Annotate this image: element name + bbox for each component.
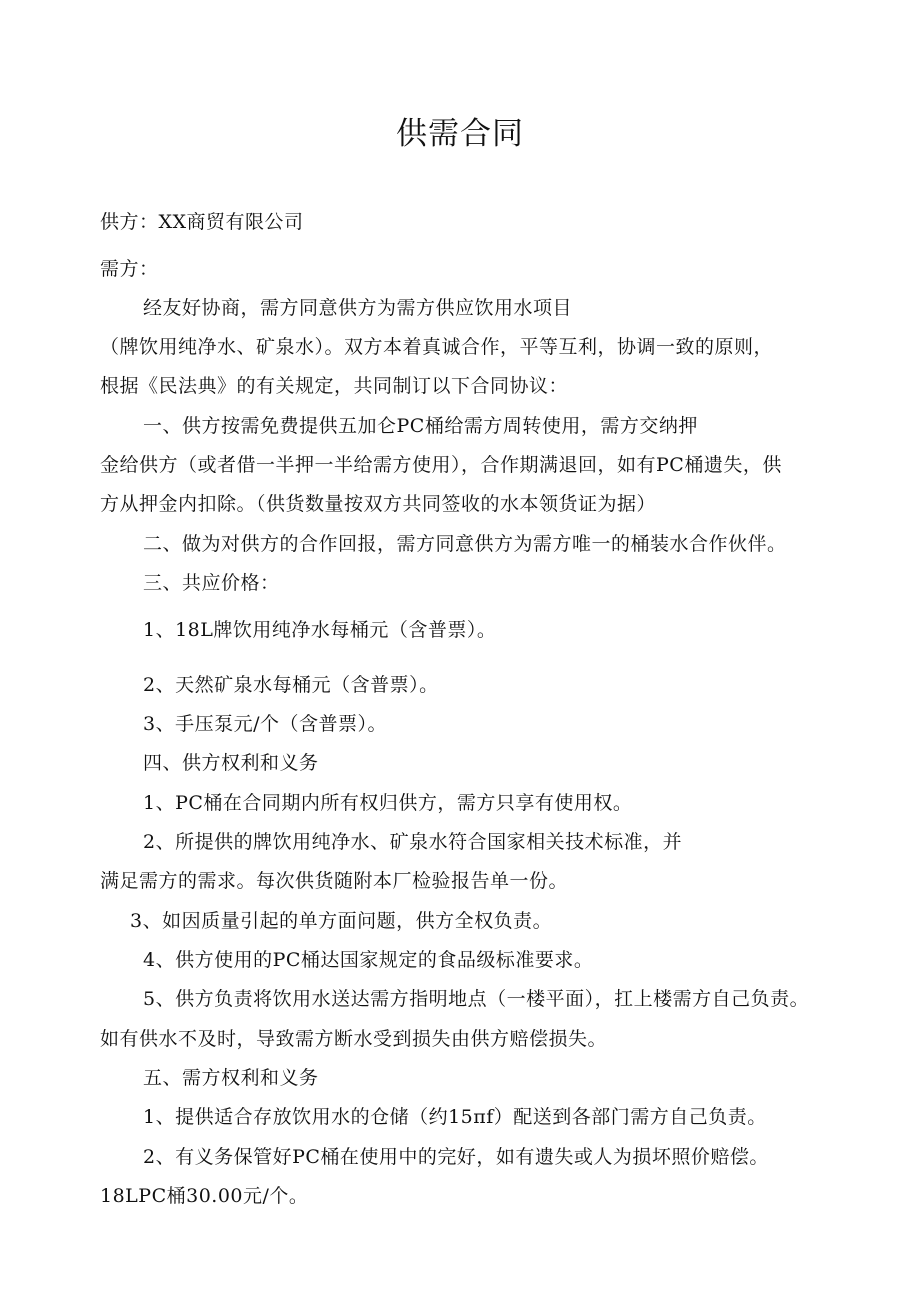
article5-item-2-line-1: 2、有义务保管好PC桶在使用中的完好，如有遗失或人为损坏照价赔偿。 xyxy=(143,1146,769,1168)
article4-item-3: 3、如因质量引起的单方面问题，供方全权负责。 xyxy=(130,910,553,932)
article4-item-1: 1、PC桶在合同期内所有权归供方，需方只享有使用权。 xyxy=(143,792,633,814)
intro-line-2: （牌饮用纯净水、矿泉水）。双方本着真诚合作，平等互利，协调一致的原则， xyxy=(100,336,774,358)
article1-line-3: 方从押金内扣除。（供货数量按双方共同签收的水本领货证为据） xyxy=(100,493,657,515)
article4-item-2-line-1: 2、所提供的牌饮用纯净水、矿泉水符合国家相关技术标准，并 xyxy=(143,831,683,853)
article1-line-2: 金给供方（或者借一半押一半给需方使用），合作期满退回，如有PC桶遗失，供 xyxy=(100,454,782,476)
supplier-line: 供方：XX商贸有限公司 xyxy=(100,211,304,233)
article4-item-5-line-1: 5、供方负责将饮用水送达需方指明地点（一楼平面），扛上楼需方自己负责。 xyxy=(143,988,810,1010)
article3-item-2: 2、天然矿泉水每桶元（含普票）。 xyxy=(143,674,439,696)
article5-item-2-line-2: 18LPC桶30.00元/个。 xyxy=(100,1185,309,1207)
article5-heading: 五、需方权利和义务 xyxy=(143,1067,319,1089)
article4-item-2-line-2: 满足需方的需求。每次供货随附本厂检验报告单一份。 xyxy=(100,870,569,892)
article2-line: 二、做为对供方的合作回报，需方同意供方为需方唯一的桶装水合作伙伴。 xyxy=(143,533,787,555)
article4-heading: 四、供方权利和义务 xyxy=(143,752,319,774)
demander-line: 需方： xyxy=(100,258,159,280)
article1-line-1: 一、供方按需免费提供五加仑PC桶给需方周转使用，需方交纳押 xyxy=(143,415,698,437)
intro-line-1: 经友好协商，需方同意供方为需方供应饮用水项目 xyxy=(143,297,573,319)
article4-item-5-line-2: 如有供水不及时，导致需方断水受到损失由供方赔偿损失。 xyxy=(100,1028,608,1050)
article3-heading: 三、共应价格： xyxy=(143,572,280,594)
article3-item-1: 1、18L牌饮用纯净水每桶元（含普票）。 xyxy=(143,619,497,641)
article4-item-4: 4、供方使用的PC桶达国家规定的食品级标准要求。 xyxy=(143,949,594,971)
article5-item-1: 1、提供适合存放饮用水的仓储（约15πf）配送到各部门需方自己负责。 xyxy=(143,1106,767,1128)
page-title: 供需合同 xyxy=(396,116,524,152)
article3-item-3: 3、手压泵元/个（含普票）。 xyxy=(143,713,387,735)
intro-line-3: 根据《民法典》的有关规定，共同制订以下合同协议： xyxy=(100,375,569,397)
